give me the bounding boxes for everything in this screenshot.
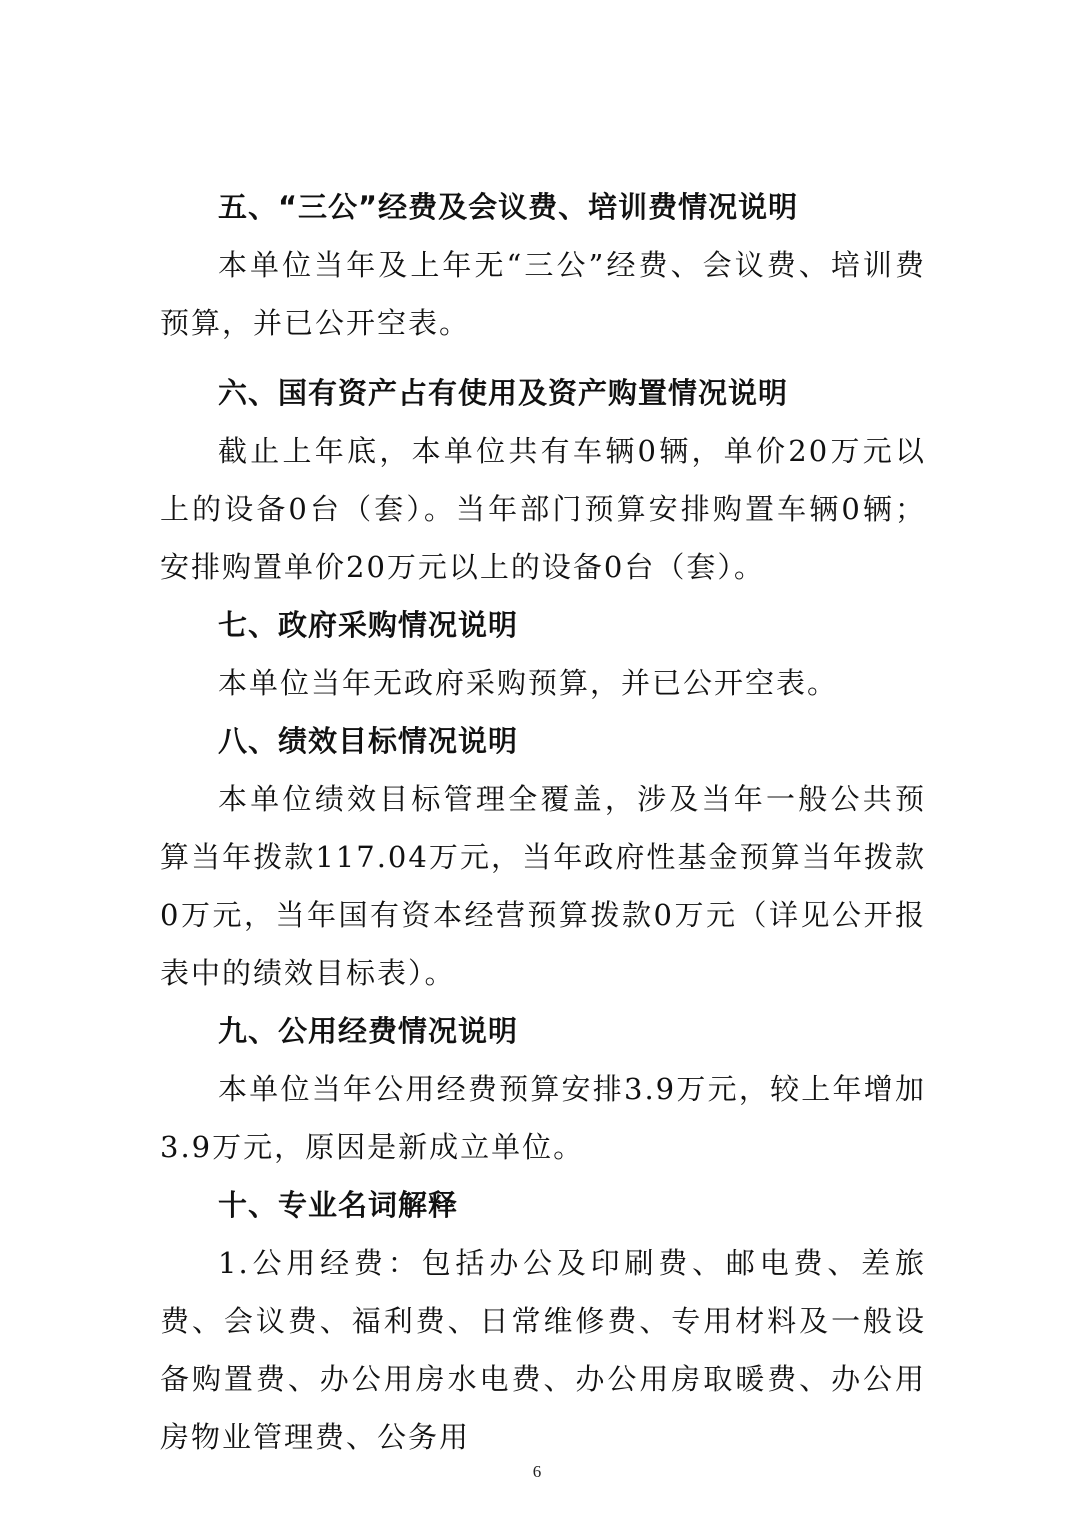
section-heading: 十、专业名词解释 (218, 1188, 459, 1222)
page-number: 6 (532, 1462, 542, 1481)
section-heading: 五、“三公”经费及会议费、培训费情况说明 (218, 190, 799, 224)
section-paragraph: 截止上年底，本单位共有车辆0辆，单价20万元以上的设备0台（套）。当年部门预算安排购置车辆0辆；安排购置单价20万元以上的设备0台（套）。 (160, 434, 926, 584)
section-heading: 八、绩效目标情况说明 (218, 724, 519, 758)
section-ten (160, 1176, 926, 1466)
section-heading: 七、政府采购情况说明 (218, 608, 519, 642)
section-six (160, 364, 926, 596)
section-five (160, 178, 926, 352)
section-paragraph: 本单位当年无政府采购预算，并已公开空表。 (218, 666, 839, 700)
page-body (160, 178, 926, 1466)
section-paragraph: 本单位绩效目标管理全覆盖，涉及当年一般公共预算当年拨款117.04万元，当年政府性基金预算当年拨款0万元，当年国有资本经营预算拨款0万元（详见公开报表中的绩效目标表）。 (160, 782, 926, 990)
section-paragraph: 本单位当年及上年无“三公”经费、会议费、培训费预算，并已公开空表。 (160, 248, 926, 340)
section-paragraph: 1.公用经费：包括办公及印刷费、邮电费、差旅费、会议费、福利费、日常维修费、专用材料及一般设备购置费、办公用房水电费、办公用房取暖费、办公用房物业管理费、公务用 (160, 1246, 926, 1454)
section-nine (160, 1002, 926, 1176)
section-eight (160, 712, 926, 1002)
section-paragraph: 本单位当年公用经费预算安排3.9万元，较上年增加3.9万元，原因是新成立单位。 (160, 1072, 926, 1164)
section-heading: 六、国有资产占有使用及资产购置情况说明 (218, 376, 789, 410)
section-heading: 九、公用经费情况说明 (218, 1014, 519, 1048)
section-seven (160, 596, 926, 712)
